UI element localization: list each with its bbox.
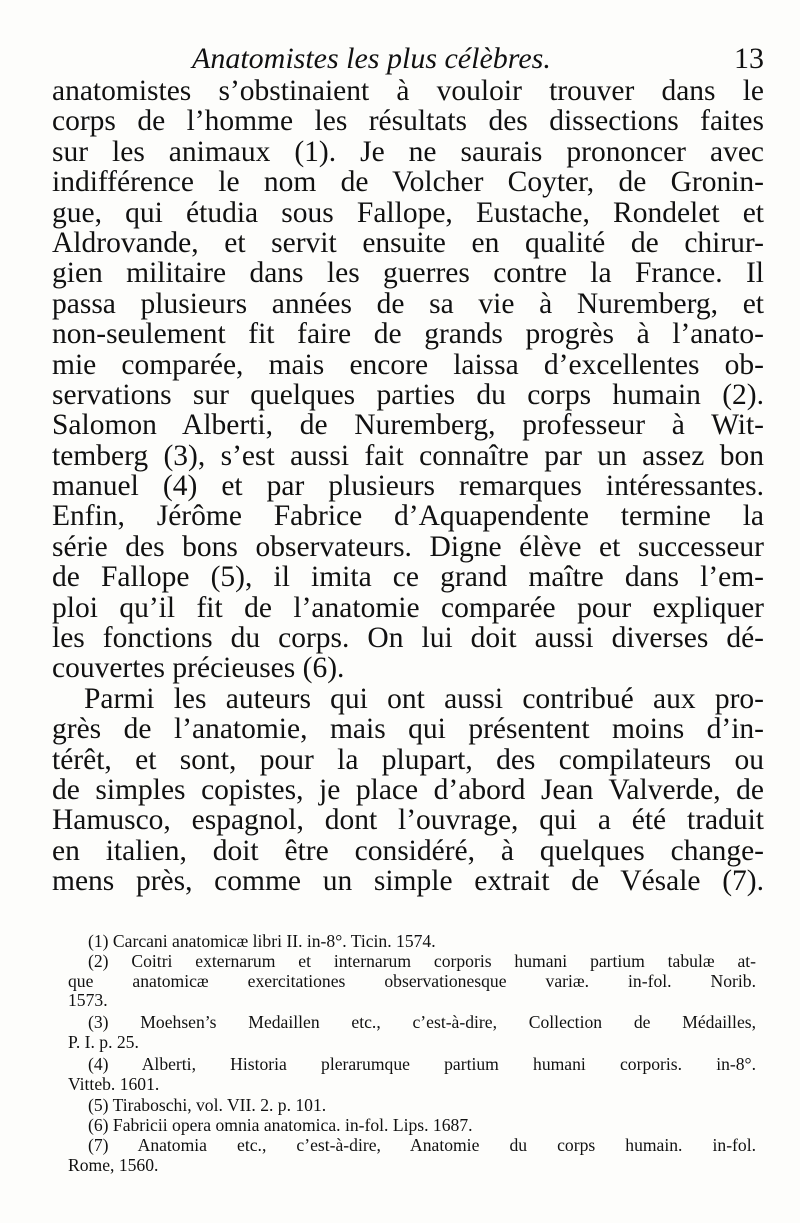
text-line: manuel (4) et par plusieurs remarques intéressantes. [52,470,764,503]
running-title: Anatomistes les plus célèbres. [192,42,551,75]
text-line: térêt, et sont, pour la plupart, des compilateurs ou [52,743,764,776]
footnote-2: (2) Coitri externarum et internarum corporis humani partium tabulæ at- [88,950,756,971]
text-line: gien militaire dans les guerres contre la France. Il [52,257,764,290]
text-line: temberg (3), s’est aussi fait connaître par un assez bon [52,439,764,472]
footnote-3: (3) Moehsen’s Medaillen etc., c’est-à-dire, Collection de Médailles, [88,1012,756,1033]
text-line: Hamusco, espagnol, dont l’ouvrage, qui a été traduit [52,804,764,837]
text-line: Aldrovande, et servit ensuite en qualité de chirur- [52,226,764,259]
footnote-4: (4) Alberti, Historia plerarumque partium humani corporis. in-8°. [88,1053,756,1074]
text-line: les fonctions du corps. On lui doit aussi diverses dé- [52,622,764,655]
text-line: couvertes précieuses (6). [52,652,345,685]
footnotes [68,931,756,1176]
footnote-2-continued: que anatomicæ exercitationes observationesque variæ. in-fol. Norib. [68,970,756,991]
text-line: gue, qui étudia sous Fallope, Eustache, Rondelet et [52,196,764,229]
text-line: mens près, comme un simple extrait de Vésale (7). [52,865,764,898]
text-line: en italien, doit être considéré, à quelques change- [52,834,764,867]
text-line: passa plusieurs années de sa vie à Nuremberg, et [52,287,764,320]
text-line: Enfin, Jérôme Fabrice d’Aquapendente termine la [52,500,764,533]
text-line: ploi qu’il fit de l’anatomie comparée pour expliquer [52,591,764,624]
footnote-3-continued: P. I. p. 25. [68,1031,139,1052]
footnote-5: (5) Tiraboschi, vol. VII. 2. p. 101. [88,1095,327,1116]
text-line: Parmi les auteurs qui ont aussi contribué aux pro- [84,682,764,715]
text-line: anatomistes s’obstinaient à vouloir trouver dans le [52,75,764,107]
text-line: de Fallope (5), il imita ce grand maître dans l’em- [52,561,764,594]
footnote-2-continued: 1573. [68,990,108,1011]
text-line: série des bons observateurs. Digne élève et successeur [52,530,764,563]
text-line: corps de l’homme les résultats des dissections faites [52,105,764,138]
footnote-7: (7) Anatomia etc., c’est-à-dire, Anatomie du corps humain. in-fol. [88,1134,756,1155]
text-line: indifférence le nom de Volcher Coyter, de Gronin- [52,166,764,199]
body-text [52,76,764,897]
text-line: de simples copistes, je place d’abord Jean Valverde, de [52,773,764,806]
text-line: Salomon Alberti, de Nuremberg, professeur à Wit- [52,409,764,442]
text-line: mie comparée, mais encore laissa d’excellentes ob- [52,348,764,381]
footnote-4-continued: Vitteb. 1601. [68,1073,160,1094]
text-line: sur les animaux (1). Je ne saurais prononcer avec [52,135,764,168]
page-number: 13 [734,42,764,75]
footnote-6: (6) Fabricii opera omnia anatomica. in-fol. Lips. 1687. [88,1115,473,1136]
footnote-1: (1) Carcani anatomicæ libri II. in-8°. Ticin. 1574. [88,931,436,951]
footnote-7-continued: Rome, 1560. [68,1154,159,1175]
text-line: servations sur quelques parties du corps humain (2). [52,378,764,411]
text-line: non-seulement fit faire de grands progrès à l’anato- [52,318,764,351]
text-line: grès de l’anatomie, mais qui présentent moins d’in- [52,713,764,746]
